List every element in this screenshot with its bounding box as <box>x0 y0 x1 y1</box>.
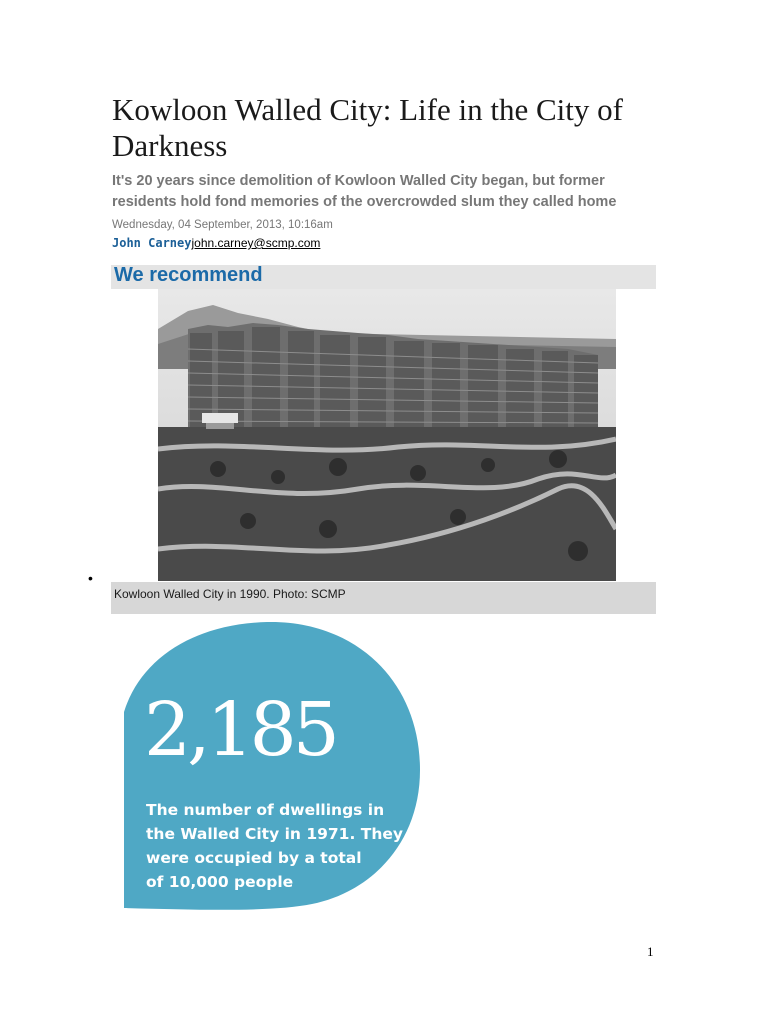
photo-caption: Kowloon Walled City in 1990. Photo: SCMP <box>114 587 346 601</box>
list-bullet: • <box>88 570 93 586</box>
stat-number: 2,185 <box>144 687 336 773</box>
page-number: 1 <box>647 944 654 959</box>
article-subtitle: It's 20 years since demolition of Kowloon Walled City began, but former residents hold fond memories of the overcrowded slum they called home <box>112 173 617 210</box>
recommend-heading: We recommend <box>114 264 263 286</box>
walled-city-photo <box>158 289 616 581</box>
article-title: Kowloon Walled City: Life in the City of Darkness <box>112 92 623 163</box>
author-email-link[interactable]: john.carney@scmp.com <box>191 236 321 250</box>
stat-line: of 10,000 people <box>146 873 294 891</box>
author-name[interactable]: John Carney <box>112 236 192 250</box>
article-dateline: Wednesday, 04 September, 2013, 10:16am <box>112 219 333 231</box>
stat-line: the Walled City in 1971. They <box>146 825 403 843</box>
stat-description <box>146 798 403 894</box>
stat-line: The number of dwellings in <box>146 801 385 819</box>
stat-line: were occupied by a total <box>146 849 362 867</box>
author-line <box>112 236 320 250</box>
